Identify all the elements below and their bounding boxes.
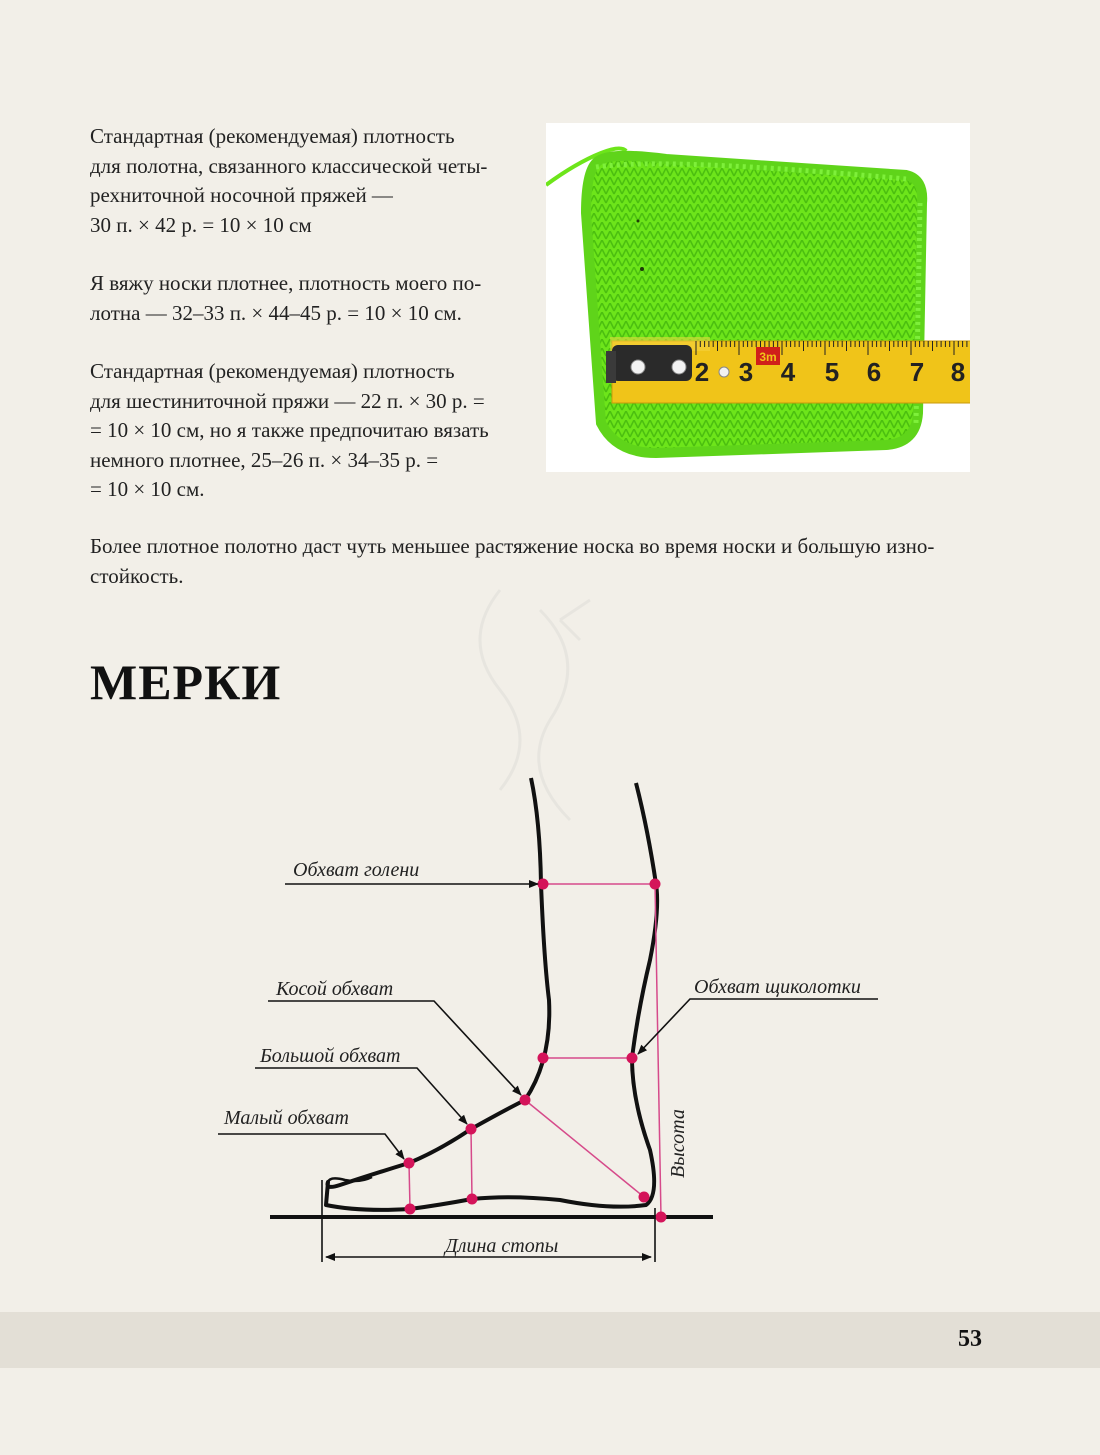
- label-calf: Обхват голени: [293, 859, 420, 881]
- speck: [640, 267, 644, 271]
- text-line: Стандартная (рекомендуемая) плотность: [90, 124, 455, 148]
- guide-lines: [409, 884, 661, 1217]
- tape-number: 8: [950, 357, 966, 387]
- page-number: 53: [958, 1326, 982, 1352]
- measure-point: [656, 1212, 667, 1223]
- tape-number: 5: [824, 357, 840, 387]
- speck: [637, 220, 640, 223]
- tape-number: 2: [694, 357, 710, 387]
- text-line: Более плотное полотно даст чуть меньшее растяжение носка во время носки и большую изно-: [90, 534, 935, 558]
- label-ankle: Обхват щиколотки: [694, 976, 861, 998]
- paragraph-my-density: [90, 269, 481, 328]
- text-line: лотна — 32–33 п. × 44–45 р. = 10 × 10 см.: [90, 300, 462, 325]
- ankle-leader: [638, 999, 878, 1054]
- label-oblique: Косой обхват: [276, 978, 394, 1000]
- label-large: Большой обхват: [260, 1045, 401, 1067]
- swatch-photo: [546, 123, 970, 472]
- text-line: = 10 × 10 см.: [90, 477, 205, 501]
- small-leader: [218, 1134, 404, 1159]
- measure-point: [538, 1053, 549, 1064]
- text-line: стойкость.: [90, 563, 184, 588]
- page-footer: [0, 1312, 1100, 1368]
- measure-point: [466, 1124, 477, 1135]
- paragraph-six-ply-density: [90, 357, 489, 505]
- text-line: Я вяжу носки плотнее, плотность моего по-: [90, 271, 482, 295]
- label-height: Высота: [667, 1109, 689, 1178]
- tape-number: 7: [909, 357, 925, 387]
- tape-number: 4: [780, 357, 796, 387]
- text-line: для шестиниточной пряжи — 22 п. × 30 р. =: [90, 388, 485, 413]
- measure-point: [650, 879, 661, 890]
- knitted-swatch: [586, 156, 925, 453]
- measure-point: [639, 1192, 650, 1203]
- text-line: для полотна, связанного классической четы-: [90, 153, 488, 178]
- measure-point: [467, 1194, 478, 1205]
- measuring-tape: [606, 337, 970, 403]
- tape-badge-label: 3m: [759, 350, 777, 364]
- tape-number: 3: [738, 357, 754, 387]
- label-small: Малый обхват: [224, 1107, 349, 1129]
- measure-point: [538, 879, 549, 890]
- measure-point: [520, 1095, 531, 1106]
- section-heading: МЕРКИ: [90, 654, 282, 710]
- paragraph-standard-density: [90, 122, 487, 240]
- text-line: = 10 × 10 см, но я также предпочитаю вязать: [90, 418, 489, 442]
- tape-number: 6: [866, 357, 882, 387]
- foot-measurement-diagram: [0, 760, 1100, 1280]
- text-line: рехниточной носочной пряжей —: [90, 183, 393, 207]
- measure-point: [404, 1158, 415, 1169]
- label-foot-length: Длина стопы: [445, 1235, 559, 1257]
- text-line: Стандартная (рекомендуемая) плотность: [90, 359, 455, 383]
- text-line: 30 п. × 42 р. = 10 × 10 см: [90, 212, 312, 237]
- swatch-illustration: [546, 123, 970, 472]
- text-line: немного плотнее, 25–26 п. × 34–35 р. =: [90, 447, 439, 472]
- measure-point: [405, 1204, 416, 1215]
- measure-point: [627, 1053, 638, 1064]
